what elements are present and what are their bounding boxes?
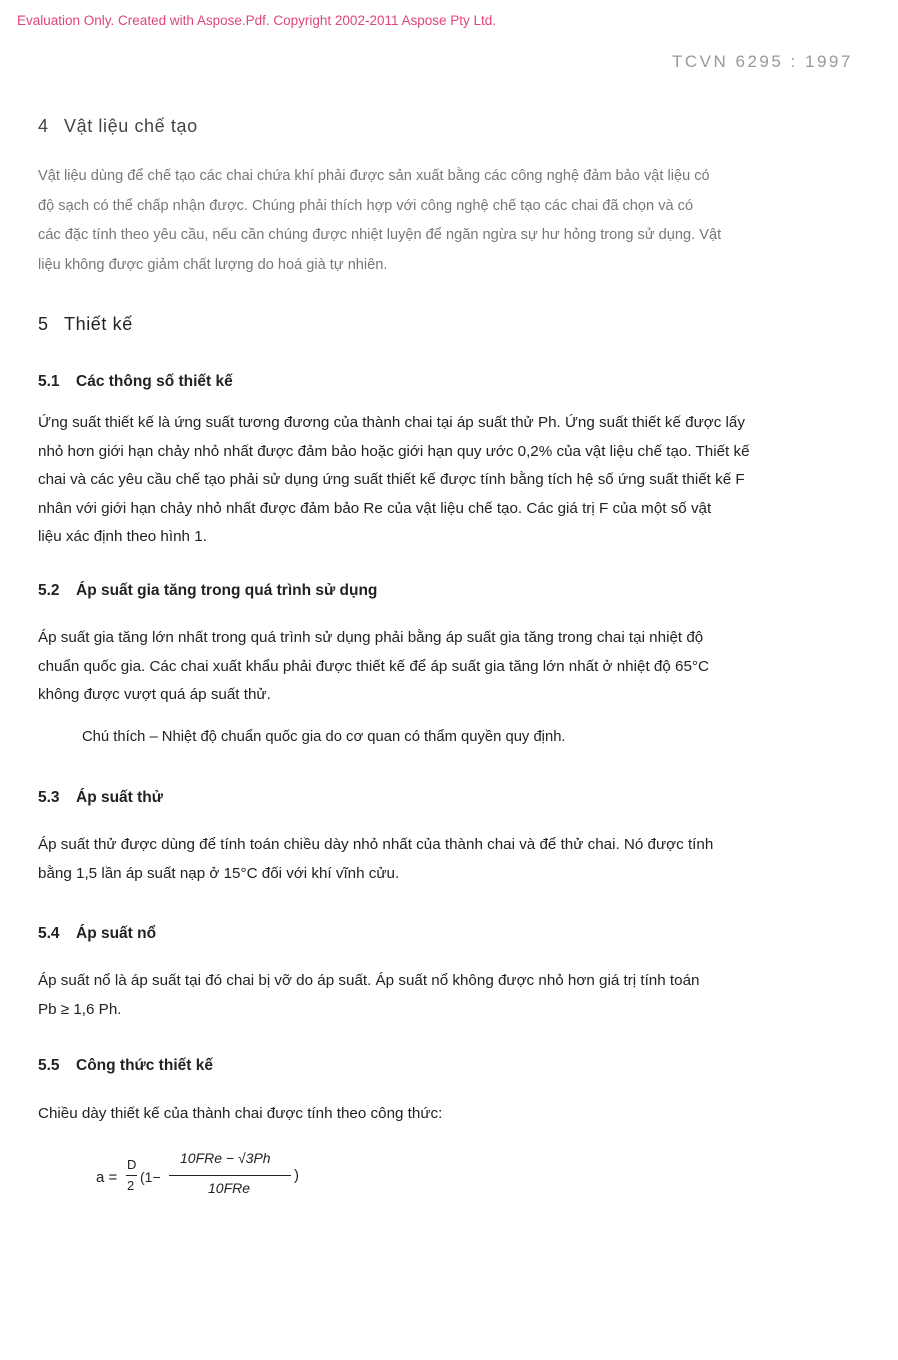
paragraph-line: độ sạch có thể chấp nhận được. Chúng phải thích hợp với công nghệ chế tạo các chai đã chọn và có [38, 197, 694, 214]
section-title: Thiết kế [64, 314, 133, 334]
subsection-5-5-paragraph [38, 1100, 852, 1129]
design-formula [96, 1146, 316, 1206]
document-id: TCVN 6295 : 1997 [672, 52, 853, 71]
subsection-title: Các thông số thiết kế [76, 373, 233, 390]
subsection-5-1-heading [38, 373, 233, 391]
paragraph-line: không được vượt quá áp suất thử. [38, 686, 271, 703]
subsection-5-4-paragraph [38, 967, 852, 1024]
subsection-number: 5.5 [38, 1057, 60, 1074]
formula-two: 2 [127, 1178, 135, 1193]
subsection-title: Áp suất thử [76, 789, 163, 806]
paragraph-line: nhân với giới hạn chảy nhỏ nhất được đảm bảo Re của vật liệu chế tạo. Các giá trị F của một số vật [38, 499, 712, 517]
paragraph-line: liệu xác định theo hình 1. [38, 528, 207, 545]
subsection-number: 5.1 [38, 373, 60, 390]
paragraph-line: các đặc tính theo yêu cầu, nếu cần chúng được nhiệt luyện để ngăn ngừa sự hư hỏng trong sử dụng. Vật [38, 227, 722, 243]
paragraph-line: Áp suất nổ là áp suất tại đó chai bị vỡ do áp suất. Áp suất nổ không được nhỏ hơn giá trị tính toán [38, 972, 700, 989]
section-number: 4 [38, 116, 49, 136]
note-text: Chú thích – Nhiệt độ chuẩn quốc gia do cơ quan có thẩm quyền quy định. [82, 729, 566, 745]
paragraph-line: Áp suất thử được dùng để tính toán chiều dày nhỏ nhất của thành chai và để thử chai. Nó được tính [38, 836, 714, 853]
subsection-5-3-paragraph [38, 831, 852, 888]
subsection-title: Công thức thiết kế [76, 1057, 213, 1074]
section-4-heading [38, 116, 198, 137]
subsection-title: Áp suất gia tăng trong quá trình sử dụng [76, 582, 378, 599]
subsection-5-5-heading [38, 1057, 213, 1075]
paragraph-line: Chiều dày thiết kế của thành chai được tính theo công thức: [38, 1105, 443, 1122]
subsection-title: Áp suất nổ [76, 925, 157, 942]
paragraph-line: nhỏ hơn giới hạn chảy nhỏ nhất được đảm bảo hoặc giới hạn quy ước 0,2% của vật liệu chế tạo. Thiết kế [38, 442, 750, 460]
formula-numerator: 10FRe − √3Ph [180, 1150, 271, 1166]
section-4-paragraph [38, 162, 852, 280]
subsection-number: 5.2 [38, 582, 60, 599]
subsection-number: 5.3 [38, 789, 60, 806]
fraction-bar [169, 1175, 291, 1176]
formula-close: ) [294, 1167, 299, 1184]
fraction-bar [126, 1175, 137, 1176]
paragraph-line: chuẩn quốc gia. Các chai xuất khẩu phải được thiết kế để áp suất gia tăng lớn nhất ở nhiệt độ 65°C [38, 657, 709, 675]
formula-denominator: 10FRe [208, 1180, 251, 1196]
paragraph-line: Ứng suất thiết kế là ứng suất tương đương của thành chai tại áp suất thử Ph. Ứng suất thiết kế được lấy [38, 414, 745, 431]
formula-lhs: a = [96, 1169, 118, 1186]
formula-d: D [127, 1157, 137, 1172]
section-title: Vật liệu chế tạo [64, 116, 198, 136]
subsection-5-2-heading [38, 582, 377, 600]
subsection-5-4-heading [38, 925, 156, 943]
paragraph-line: liệu không được giảm chất lượng do hoá già tự nhiên. [38, 256, 388, 273]
subsection-5-2-paragraph [38, 624, 852, 710]
subsection-5-1-paragraph [38, 409, 852, 552]
watermark: Evaluation Only. Created with Aspose.Pdf. Copyright 2002-2011 Aspose Pty Ltd. [17, 13, 497, 28]
paragraph-line: chai và các yêu cầu chế tạo phải sử dụng ứng suất thiết kế được tính bằng tích hệ số ứng suất thiết kế F [38, 471, 745, 488]
subsection-number: 5.4 [38, 925, 60, 942]
section-number: 5 [38, 314, 49, 334]
section-5-heading [38, 314, 133, 335]
paragraph-line: Vật liệu dùng để chế tạo các chai chứa khí phải được sản xuất bằng các công nghệ đảm bảo vật liệu có [38, 168, 710, 184]
paragraph-line: bằng 1,5 lần áp suất nạp ở 15°C đối với khí vĩnh cửu. [38, 864, 400, 882]
paragraph-line: Pb ≥ 1,6 Ph. [38, 1000, 122, 1018]
subsection-5-3-heading [38, 789, 163, 807]
formula-open: (1− [140, 1169, 161, 1185]
paragraph-line: Áp suất gia tăng lớn nhất trong quá trình sử dụng phải bằng áp suất gia tăng trong chai tại nhiệt độ [38, 629, 704, 646]
